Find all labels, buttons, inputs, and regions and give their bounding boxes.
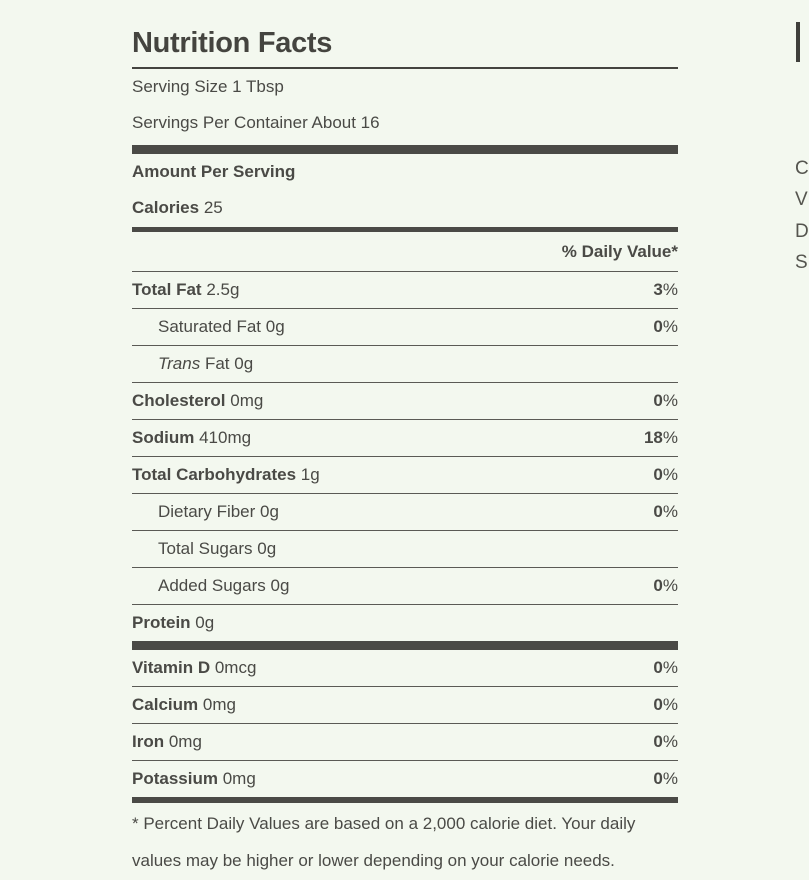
nutrient-daily-value xyxy=(653,761,678,797)
nutrient-row xyxy=(132,650,678,687)
nutrient-row xyxy=(132,724,678,761)
nutrient-name: Total Sugars xyxy=(158,539,253,558)
amount-per-serving xyxy=(132,154,678,190)
calories-row xyxy=(132,190,678,226)
daily-value-unit: % xyxy=(662,769,678,788)
nutrient-daily-value xyxy=(653,383,678,419)
daily-value-unit: % xyxy=(662,732,678,751)
side-edge-bar xyxy=(796,22,800,62)
footnote xyxy=(132,803,678,879)
nutrient-amount: 0g xyxy=(234,354,254,373)
nutrient-row xyxy=(132,568,678,605)
calories-value: 25 xyxy=(203,198,223,217)
nutrient-row xyxy=(132,346,678,383)
nutrient-amount: 0g xyxy=(270,576,290,595)
nutrient-name: Iron xyxy=(132,732,165,751)
daily-value-number: 0 xyxy=(653,576,663,595)
side-letter-4: S xyxy=(795,252,808,273)
nutrient-daily-value xyxy=(653,494,678,530)
servings-per-container-text: Servings Per Container About 16 xyxy=(132,113,380,132)
daily-value-number: 0 xyxy=(653,317,663,336)
daily-value-unit: % xyxy=(662,280,678,299)
nutrient-name: Dietary Fiber xyxy=(158,502,256,521)
nutrient-row xyxy=(132,309,678,346)
nutrient-amount: 1g xyxy=(300,465,320,484)
side-letter-3: D xyxy=(795,221,809,242)
calories-label: Calories xyxy=(132,198,200,217)
daily-value-number: 0 xyxy=(653,465,663,484)
daily-value-unit: % xyxy=(662,502,678,521)
nutrient-row xyxy=(132,761,678,797)
nutrient-daily-value xyxy=(653,568,678,604)
nutrient-name: Vitamin D xyxy=(132,658,211,677)
footnote-line-2: values may be higher or lower depending on your calorie needs. xyxy=(132,851,615,870)
nutrient-daily-value xyxy=(653,272,678,308)
nutrient-row xyxy=(132,457,678,494)
amount-per-serving-text: Amount Per Serving xyxy=(132,162,296,181)
daily-value-number: 0 xyxy=(653,695,663,714)
daily-value-unit: % xyxy=(662,391,678,410)
nutrient-amount: 0mg xyxy=(168,732,202,751)
nutrient-daily-value xyxy=(653,650,678,686)
daily-value-number: 0 xyxy=(653,502,663,521)
nutrient-amount: 0mg xyxy=(222,769,256,788)
daily-value-unit: % xyxy=(662,695,678,714)
servings-per-container xyxy=(132,105,678,141)
nutrient-daily-value xyxy=(644,420,678,456)
nutrient-amount: 0mcg xyxy=(214,658,257,677)
daily-value-unit: % xyxy=(662,658,678,677)
nutrient-amount: 2.5g xyxy=(206,280,240,299)
nutrient-row xyxy=(132,605,678,641)
side-letter-2: V xyxy=(795,189,808,210)
side-letter-1: C xyxy=(795,158,809,179)
daily-value-header: % Daily Value* xyxy=(132,232,678,272)
nutrient-name: Added Sugars xyxy=(158,576,266,595)
nutrient-row xyxy=(132,420,678,457)
nutrient-row xyxy=(132,272,678,309)
nutrient-name: Total Fat xyxy=(132,280,202,299)
nutrient-daily-value xyxy=(653,457,678,493)
nutrient-amount: 0g xyxy=(260,502,279,521)
daily-value-number: 0 xyxy=(653,658,663,677)
daily-value-unit: % xyxy=(662,317,678,336)
nutrients-rule xyxy=(132,641,678,650)
nutrient-row xyxy=(132,494,678,531)
nutrient-name: Total Carbohydrates xyxy=(132,465,297,484)
nutrient-daily-value xyxy=(653,724,678,760)
serving-rule xyxy=(132,145,678,154)
daily-value-number: 3 xyxy=(653,280,663,299)
nutrient-name: Sodium xyxy=(132,428,195,447)
nutrient-amount: 0g xyxy=(257,539,277,558)
nutrient-row xyxy=(132,383,678,420)
nutrient-list xyxy=(132,272,678,641)
nutrient-name: Protein xyxy=(132,613,191,632)
nutrient-amount: 410mg xyxy=(199,428,252,447)
daily-value-unit: % xyxy=(662,428,678,447)
serving-size xyxy=(132,69,678,105)
nutrient-daily-value xyxy=(653,309,678,345)
footnote-line-1: * Percent Daily Values are based on a 2,000 calorie diet. Your daily xyxy=(132,814,636,833)
nutrient-amount: 0g xyxy=(195,613,215,632)
nutrition-facts-label xyxy=(132,0,678,879)
nutrient-name: Saturated Fat xyxy=(158,317,262,336)
nutrient-amount: 0mg xyxy=(202,695,236,714)
nutrient-amount: 0mg xyxy=(230,391,264,410)
vitamin-list xyxy=(132,650,678,797)
nutrient-daily-value xyxy=(653,687,678,723)
daily-value-number: 18 xyxy=(643,428,663,447)
daily-value-number: 0 xyxy=(653,391,663,410)
nutrient-name: Potassium xyxy=(132,769,218,788)
daily-value-unit: % xyxy=(662,465,678,484)
daily-value-number: 0 xyxy=(653,769,663,788)
nutrient-amount: 0g xyxy=(265,317,285,336)
nutrient-name: Cholesterol xyxy=(132,391,226,410)
nutrient-name-italic: Trans xyxy=(158,354,201,373)
serving-size-text: Serving Size 1 Tbsp xyxy=(132,77,284,96)
daily-value-number: 0 xyxy=(653,732,663,751)
label-title: Nutrition Facts xyxy=(132,27,333,59)
nutrient-row xyxy=(132,687,678,724)
nutrient-row xyxy=(132,531,678,568)
nutrient-name: Fat xyxy=(204,354,230,373)
nutrient-name: Calcium xyxy=(132,695,199,714)
daily-value-unit: % xyxy=(662,576,678,595)
